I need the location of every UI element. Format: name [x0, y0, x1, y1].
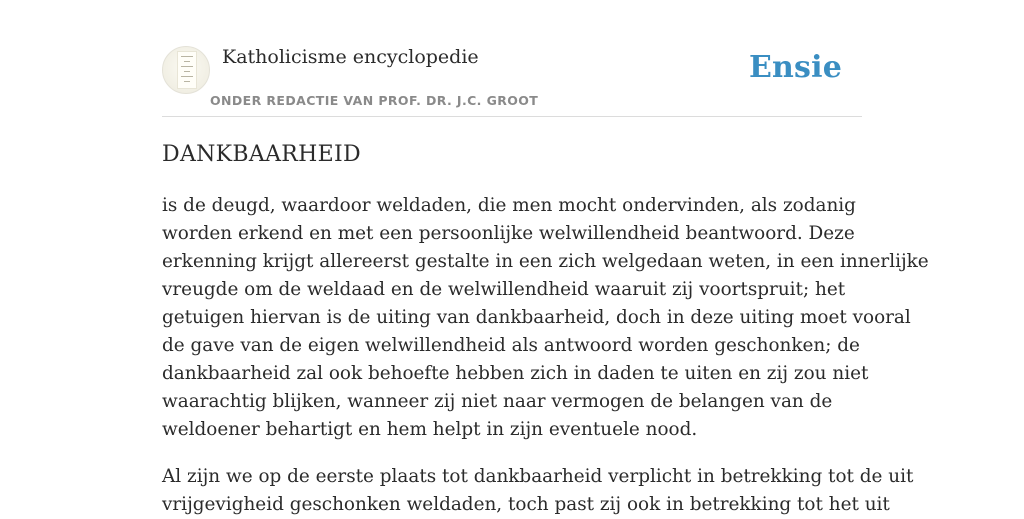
book-cover-icon[interactable] — [162, 46, 210, 94]
site-title-link[interactable]: Katholicisme encyclopedie — [222, 46, 479, 68]
book-page-graphic — [177, 51, 197, 89]
article-paragraph-1 — [162, 192, 929, 444]
paragraph-line: worden erkend en met een persoonlijke welwillendheid beantwoord. Deze — [162, 223, 855, 244]
paragraph-line: vrijgevigheid geschonken weldaden, toch past zij ook in betrekking tot het uit — [162, 494, 890, 515]
editor-subtitle: ONDER REDACTIE VAN PROF. DR. J.C. GROOT — [210, 93, 539, 108]
paragraph-line: erkenning krijgt allereerst gestalte in een zich welgedaan weten, in een innerlijke — [162, 251, 929, 272]
article-paragraph-2 — [162, 463, 913, 519]
paragraph-line: vreugde om de weldaad en de welwillendheid waaruit zij voortspruit; het — [162, 279, 846, 300]
article-content — [162, 138, 929, 515]
paragraph-line: waarachtig blijken, wanneer zij niet naar vermogen de belangen van de — [162, 391, 833, 412]
paragraph-line: Al zijn we op de eerste plaats tot dankbaarheid verplicht in betrekking tot de uit — [162, 466, 914, 487]
site-header — [162, 0, 862, 117]
brand-logo-link[interactable]: Ensie — [748, 50, 842, 85]
paragraph-line: dankbaarheid zal ook behoefte hebben zich in daden te uiten en zij zou niet — [162, 363, 869, 384]
paragraph-line: getuigen hiervan is de uiting van dankbaarheid, doch in deze uiting moet vooral — [162, 307, 911, 328]
paragraph-line: weldoener behartigt en hem helpt in zijn eventuele nood. — [162, 419, 698, 440]
paragraph-line: de gave van de eigen welwillendheid als antwoord worden geschonken; de — [162, 335, 860, 356]
paragraph-line: is de deugd, waardoor weldaden, die men mocht ondervinden, als zodanig — [162, 195, 856, 216]
entry-title: DANKBAARHEID — [162, 142, 361, 167]
